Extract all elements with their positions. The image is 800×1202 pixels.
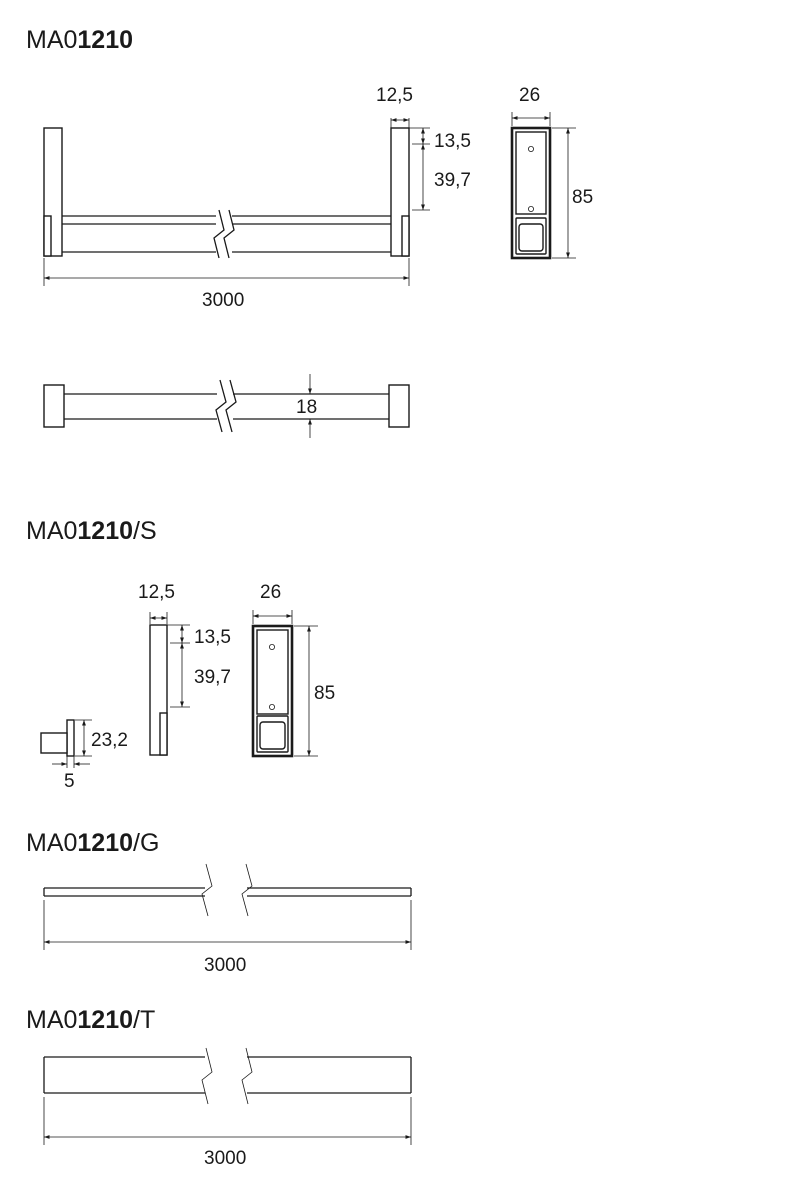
upper-height-label-s: 39,7 <box>194 667 231 688</box>
section-title-ma01210-s: MA01210/S <box>26 517 157 545</box>
dimension-height <box>552 128 593 258</box>
front-view-rail <box>44 128 409 258</box>
profile-t <box>44 1048 411 1104</box>
clip-height-label: 23,2 <box>91 730 128 751</box>
dimension-upper-height-s <box>170 643 231 707</box>
height-label-s: 85 <box>314 683 336 704</box>
dimension-width <box>512 85 550 126</box>
depth-label-s: 12,5 <box>138 582 175 603</box>
dimension-clip-depth <box>52 756 90 792</box>
length-label-g: 3000 <box>204 955 247 976</box>
dimension-length <box>44 258 409 311</box>
dimension-clip-height <box>75 720 128 756</box>
length-label: 3000 <box>202 290 245 311</box>
dimension-top-offset <box>409 128 471 152</box>
bracket-side-profile <box>150 625 167 755</box>
profile-g <box>44 864 411 916</box>
dimension-height-s <box>294 626 335 756</box>
side-view-bracket <box>512 128 550 258</box>
dimension-length-g <box>44 900 411 976</box>
dimension-bar-height <box>296 374 317 438</box>
side-view-bracket-s <box>253 626 292 756</box>
upper-height-label: 39,7 <box>434 170 471 191</box>
dimension-top-offset-s <box>167 625 231 648</box>
dimension-depth-s <box>138 582 175 624</box>
dimension-length-t <box>44 1097 411 1169</box>
width-label: 26 <box>519 85 541 106</box>
top-offset-label: 13,5 <box>434 131 471 152</box>
dimension-depth <box>376 85 413 128</box>
clip-part <box>41 720 74 756</box>
dimension-width-s <box>253 582 292 624</box>
top-offset-label-s: 13,5 <box>194 627 231 648</box>
section-title-ma01210-t: MA01210/T <box>26 1006 156 1034</box>
bar-height-label: 18 <box>296 397 318 418</box>
width-label-s: 26 <box>260 582 282 603</box>
depth-label: 12,5 <box>376 85 413 106</box>
length-label-t: 3000 <box>204 1148 247 1169</box>
dimension-upper-height <box>412 144 471 210</box>
section-title-ma01210: MA01210 <box>26 26 134 54</box>
height-label: 85 <box>572 187 594 208</box>
top-view-rail <box>44 380 409 432</box>
section-title-ma01210-g: MA01210/G <box>26 829 160 857</box>
clip-depth-label: 5 <box>64 771 75 792</box>
